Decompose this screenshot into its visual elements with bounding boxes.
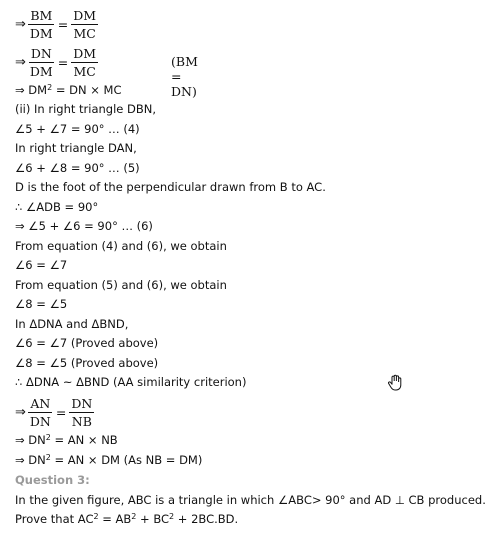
numerator: BM	[30, 7, 53, 23]
denominator: MC	[73, 63, 96, 79]
equals-sign: =	[57, 16, 69, 32]
fraction-right	[69, 396, 94, 429]
equation-line: ∴ ∠ADB = 90°	[15, 200, 99, 214]
equation-line: ∠8 = ∠5	[15, 297, 68, 311]
fraction-equation-1	[15, 6, 98, 42]
text-line: From equation (5) and (6), we obtain	[15, 278, 227, 292]
text-line: D is the foot of the perpendicular drawn from B to AC.	[15, 180, 326, 194]
equation-line: ⇒ ∠5 + ∠6 = 90° … (6)	[15, 219, 153, 233]
numerator: DN	[71, 395, 93, 411]
text-line: In right triangle DAN,	[15, 141, 137, 155]
fraction-equation-3	[15, 394, 94, 430]
fraction-right	[71, 46, 98, 79]
fraction-left	[28, 396, 53, 429]
hand-cursor-icon	[386, 374, 404, 392]
denominator: DM	[29, 63, 53, 79]
text-line: In ΔDNA and ΔBND,	[15, 317, 129, 331]
question-prove: Prove that $AC^2 = AB^2 + BC^2 + 2BC.BD$.	[15, 512, 239, 526]
equation-line: ⇒ $DN^2$ = AN × DM (As NB = DM)	[15, 453, 203, 467]
numerator: DN	[30, 45, 52, 61]
denominator: NB	[71, 413, 92, 429]
question-text: In the given figure, ABC is a triangle in which ∠ABC> 90° and AD ⊥ CB produced.	[15, 493, 486, 507]
fraction-left	[28, 8, 55, 41]
text-line: From equation (4) and (6), we obtain	[15, 239, 227, 253]
side-note: (BM = DN)	[171, 54, 198, 99]
equation-line: ⇒ $DM^2$ = DN × MC	[15, 83, 122, 97]
numerator: DM	[73, 45, 97, 61]
fraction-left	[28, 46, 55, 79]
equation-line: ∠6 = ∠7 (Proved above)	[15, 336, 159, 350]
equation-line: ∠8 = ∠5 (Proved above)	[15, 356, 159, 370]
implies-arrow: ⇒	[15, 404, 26, 420]
equals-sign: =	[57, 54, 69, 70]
text-line: (ii) In right triangle DBN,	[15, 102, 157, 116]
implies-arrow: ⇒	[15, 16, 26, 32]
text-line: ∴ ΔDNA ~ ΔBND (AA similarity criterion)	[15, 375, 247, 389]
equals-sign: =	[55, 404, 67, 420]
equation-line: ∠6 = ∠7	[15, 258, 68, 272]
numerator: DM	[73, 7, 97, 23]
denominator: MC	[73, 25, 96, 41]
equation-line: ⇒ $DN^2$ = AN × NB	[15, 433, 118, 447]
equation-line: ∠5 + ∠7 = 90° … (4)	[15, 122, 140, 136]
fraction-right	[71, 8, 98, 41]
question-heading: Question 3:	[15, 473, 90, 487]
numerator: AN	[30, 395, 51, 411]
denominator: DN	[29, 413, 51, 429]
implies-arrow: ⇒	[15, 54, 26, 70]
denominator: DM	[29, 25, 53, 41]
equation-line: ∠6 + ∠8 = 90° … (5)	[15, 161, 140, 175]
